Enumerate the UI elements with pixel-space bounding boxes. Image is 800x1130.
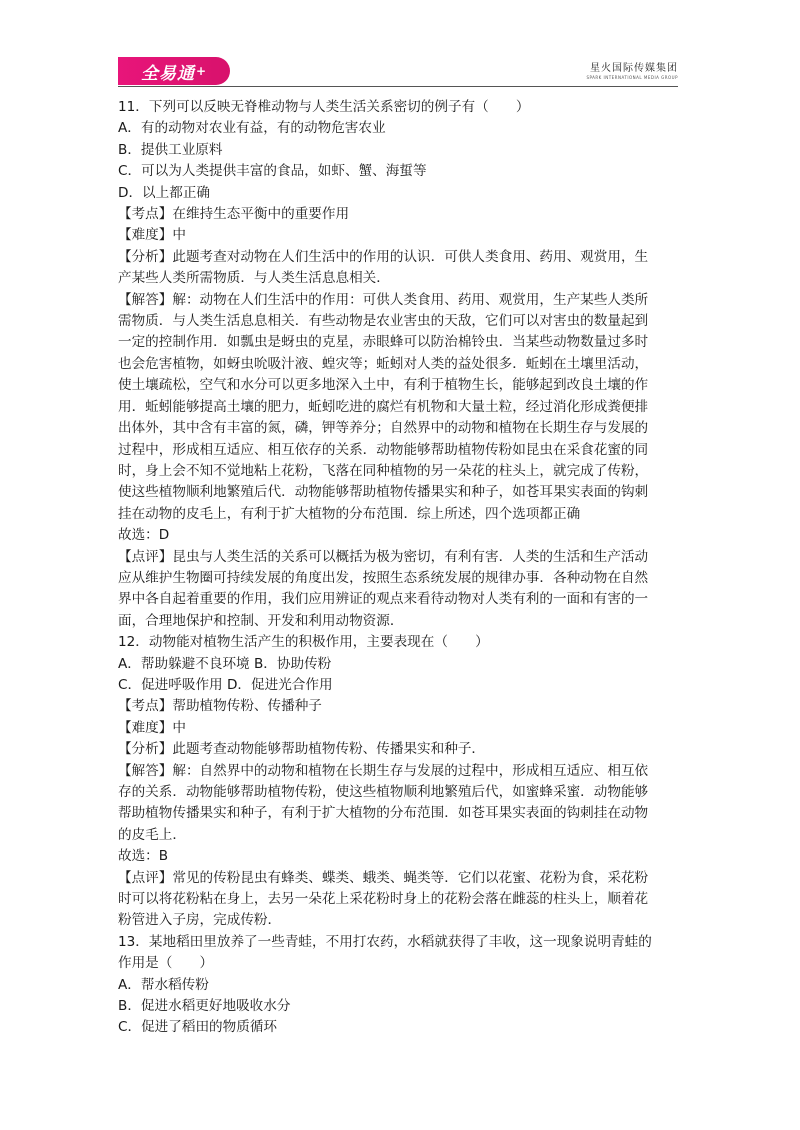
- text-line: 时，身上会不知不觉地粘上花粉，飞落在同种植物的另一朵花的柱头上，就完成了传粉，: [118, 462, 649, 479]
- text-line: C．促进了稻田的物质循环: [118, 1019, 278, 1036]
- text-line: 出体外，其中含有丰富的氮，磷，钾等养分；自然界中的动物和植物在长期生存与发展的: [118, 420, 649, 437]
- text-line: 【难度】中: [118, 719, 186, 736]
- text-line: 时可以将花粉粘在身上，去另一朵花上采花粉时身上的花粉会落在雌蕊的柱头上，顺着花: [118, 891, 649, 908]
- text-line: 【难度】中: [118, 227, 186, 244]
- text-line: 挂在动物的皮毛上，有利于扩大植物的分布范围．综上所述，四个选项都正确: [118, 505, 581, 522]
- text-line: 【考点】在维持生态平衡中的重要作用: [118, 206, 350, 223]
- text-line: 帮助植物传播果实和种子，有利于扩大植物的分布范围．如苍耳果实表面的钩刺挂在动物: [118, 805, 649, 822]
- text-line: 【点评】常见的传粉昆虫有蜂类、蝶类、蛾类、蝇类等．它们以花蜜、花粉为食，采花粉: [118, 869, 649, 886]
- text-line: B．促进水稻更好地吸收水分: [118, 998, 291, 1015]
- text-line: 应从维护生物圈可持续发展的角度出发，按照生态系统发展的规律办事．各种动物在自然: [118, 569, 649, 586]
- text-line: 粉管进入子房，完成传粉．: [118, 912, 282, 929]
- text-line: 13．某地稻田里放养了一些青蛙，不用打农药，水稻就获得了丰收，这一现象说明青蛙的: [118, 933, 652, 950]
- text-line: 一定的控制作用．如瓢虫是蚜虫的克星，赤眼蜂可以防治棉铃虫．当某些动物数量过多时: [118, 334, 649, 351]
- text-line: D．以上都正确: [118, 184, 211, 201]
- text-line: C．可以为人类提供丰富的食品，如虾、蟹、海蜇等: [118, 163, 427, 180]
- logo-plus: +: [195, 64, 208, 78]
- text-line: 面，合理地保护和控制、开发和利用动物资源．: [118, 612, 404, 629]
- text-line: 12．动物能对植物生活产生的积极作用，主要表现在（ ）: [118, 634, 489, 651]
- text-line: C．促进呼吸作用 D．促进光合作用: [118, 676, 333, 693]
- brand-logo: [118, 57, 230, 85]
- text-line: 也会危害植物，如蚜虫吮吸汁液、蝗灾等；蚯蚓对人类的益处很多．蚯蚓在土壤里活动，: [118, 355, 649, 372]
- text-line: 用．蚯蚓能够提高土壤的肥力，蚯蚓吃进的腐烂有机物和大量土粒，经过消化形成粪便排: [118, 398, 649, 415]
- text-line: 使土壤疏松，空气和水分可以更多地深入土中，有利于植物生长，能够起到改良土壤的作: [118, 377, 649, 394]
- text-line: 【解答】解：动物在人们生活中的作用：可供人类食用、药用、观赏用，生产某些人类所: [118, 291, 649, 308]
- publisher-name-en: SPARK INTERNATIONAL MEDIA GROUP: [586, 75, 678, 80]
- text-line: A．帮水稻传粉: [118, 976, 209, 993]
- text-line: 产某些人类所需物质．与人类生活息息相关．: [118, 270, 390, 287]
- text-line: B．提供工业原料: [118, 141, 223, 158]
- logo-text: 全易通: [140, 63, 195, 84]
- text-line: 存的关系．动物能够帮助植物传粉，使这些植物顺利地繁殖后代，如蜜蜂采蜜．动物能够: [118, 784, 649, 800]
- page-header: [0, 0, 800, 96]
- text-line: 界中各自起着重要的作用，我们应用辨证的观点来看待动物对人类有利的一面和有害的一: [118, 591, 649, 608]
- text-line: 【考点】帮助植物传粉、传播种子: [118, 698, 322, 715]
- publisher-brand: [586, 59, 678, 80]
- text-line: 使这些植物顺利地繁殖后代．动物能够帮助植物传播果实和种子，如苍耳果实表面的钩刺: [118, 484, 649, 501]
- document-body: [118, 97, 686, 1039]
- text-line: 【分析】此题考查对动物在人们生活中的作用的认识．可供人类食用、药用、观赏用，生: [118, 248, 649, 265]
- text-line: 【分析】此题考查动物能够帮助植物传粉、传播果实和种子．: [118, 741, 486, 758]
- text-line: 【解答】解：自然界中的动物和植物在长期生存与发展的过程中，形成相互适应、相互依: [118, 762, 649, 779]
- text-line: 【点评】昆虫与人类生活的关系可以概括为极为密切，有利有害．人类的生活和生产活动: [118, 548, 649, 565]
- text-line: 作用是（ ）: [118, 955, 214, 972]
- text-line: 需物质．与人类生活息息相关．有些动物是农业害虫的天敌，它们可以对害虫的数量起到: [118, 313, 649, 330]
- text-line: A．有的动物对农业有益，有的动物危害农业: [118, 120, 386, 137]
- text-line: 过程中，形成相互适应、相互依存的关系．动物能够帮助植物传粉如昆虫在采食花蜜的同: [118, 441, 649, 458]
- text-line: 11．下列可以反映无脊椎动物与人类生活关系密切的例子有（ ）: [118, 99, 530, 115]
- publisher-name: 星火国际传媒集团: [590, 63, 678, 74]
- text-line: 的皮毛上．: [118, 826, 186, 843]
- text-line: 故选：B: [118, 848, 169, 865]
- text-line: 故选：D: [118, 527, 170, 544]
- text-line: A．帮助躲避不良环境 B．协助传粉: [118, 655, 332, 672]
- header-divider: [118, 86, 678, 87]
